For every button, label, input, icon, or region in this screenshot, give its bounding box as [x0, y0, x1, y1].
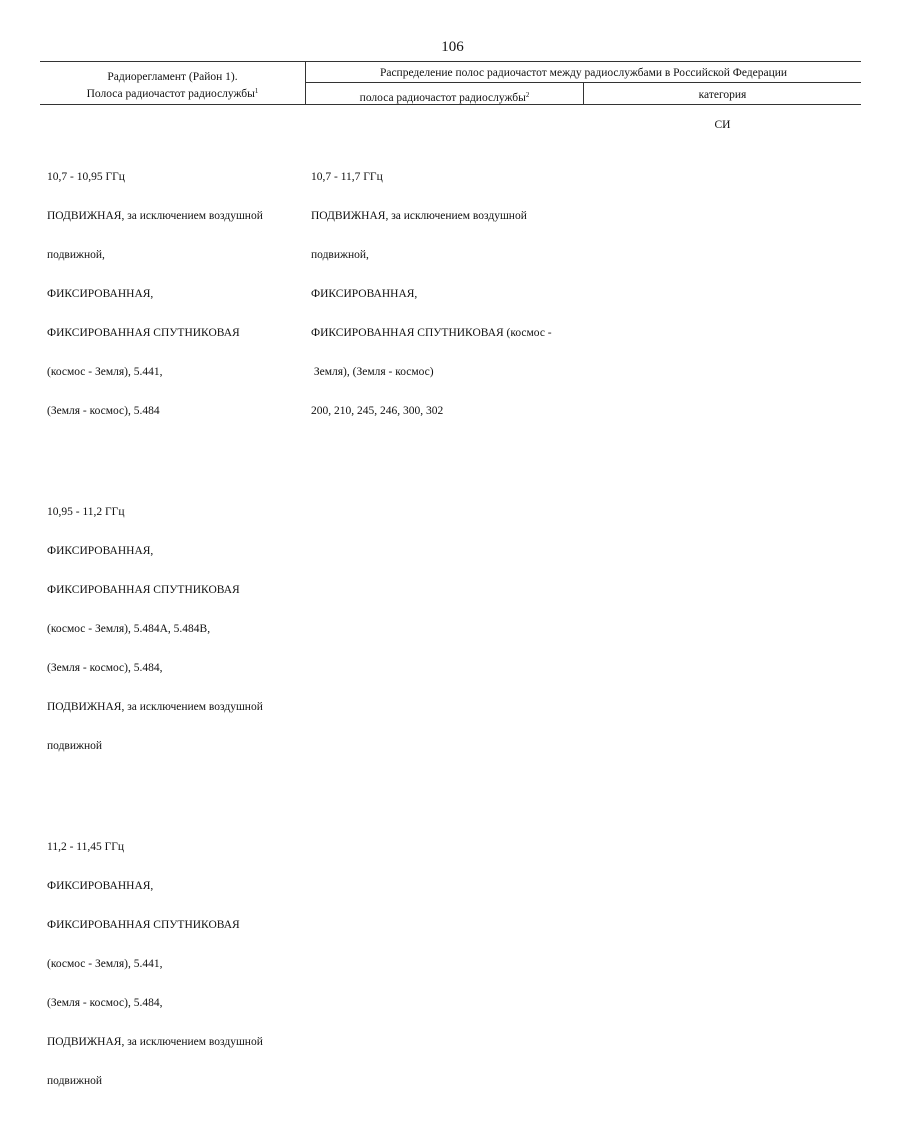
header-left-line1: Радиорегламент (Район 1).: [107, 71, 238, 83]
table-top-rule: [40, 61, 861, 62]
header-left-cell: [40, 70, 305, 101]
header-right-col1-text: полоса радиочастот радиослужбы: [359, 92, 526, 104]
rf-band-line: ФИКСИРОВАННАЯ,: [311, 288, 418, 300]
footnote-marker-2: 2: [525, 91, 530, 99]
band-line: ФИКСИРОВАННАЯ,: [47, 545, 154, 557]
rf-band-line: подвижной,: [311, 249, 369, 261]
band-line: подвижной: [47, 1075, 103, 1087]
rf-band-line: ФИКСИРОВАННАЯ СПУТНИКОВАЯ (космос -: [311, 327, 552, 339]
band-line: ПОДВИЖНАЯ, за исключением воздушной: [47, 701, 263, 713]
band-line: ФИКСИРОВАННАЯ,: [47, 880, 154, 892]
header-right-title: Распределение полос радиочастот между радиослужбами в Российской Федерации: [379, 67, 788, 79]
band-line: (космос - Земля), 5.441,: [47, 366, 163, 378]
band-line: ФИКСИРОВАННАЯ СПУТНИКОВАЯ: [47, 919, 240, 931]
band-block-3: [47, 815, 263, 1114]
page-number: 106: [441, 39, 464, 55]
footnote-marker-1: 1: [254, 87, 259, 95]
band-line: подвижной: [47, 740, 103, 752]
band-line: 11,2 - 11,45 ГГц: [47, 841, 125, 853]
band-line: 10,7 - 10,95 ГГц: [47, 171, 125, 183]
rf-band-line: ПОДВИЖНАЯ, за исключением воздушной: [311, 210, 527, 222]
band-line: (Земля - космос), 5.484,: [47, 662, 163, 674]
right-allocation-column: [311, 119, 552, 467]
band-line: (Земля - космос), 5.484: [47, 405, 160, 417]
rf-band-line: 10,7 - 11,7 ГГц: [311, 171, 383, 183]
band-line: ПОДВИЖНАЯ, за исключением воздушной: [47, 1036, 263, 1048]
rf-band-line: Земля), (Земля - космос): [311, 366, 434, 378]
rf-band-block-1: [311, 145, 552, 444]
band-line: 10,95 - 11,2 ГГц: [47, 506, 125, 518]
band-line: ФИКСИРОВАННАЯ СПУТНИКОВАЯ: [47, 584, 240, 596]
header-left-line2-text: Полоса радиочастот радиослужбы: [86, 88, 255, 100]
band-line: ФИКСИРОВАННАЯ СПУТНИКОВАЯ: [47, 327, 240, 339]
band-line: (космос - Земля), 5.484А, 5.484В,: [47, 623, 211, 635]
left-column: [47, 119, 263, 1137]
band-line: ПОДВИЖНАЯ, за исключением воздушной: [47, 210, 263, 222]
band-line: (Земля - космос), 5.484,: [47, 997, 163, 1009]
band-block-1: [47, 145, 263, 444]
band-line: ФИКСИРОВАННАЯ,: [47, 288, 154, 300]
band-block-2: [47, 480, 263, 779]
header-right-col1: [306, 88, 583, 105]
band-line: подвижной,: [47, 249, 105, 261]
header-left-line2: [40, 84, 305, 101]
band-line: (космос - Земля), 5.441,: [47, 958, 163, 970]
rf-band-line: 200, 210, 245, 246, 300, 302: [311, 405, 444, 417]
category-value: СИ: [714, 119, 731, 131]
header-right-col2: категория: [698, 89, 747, 101]
